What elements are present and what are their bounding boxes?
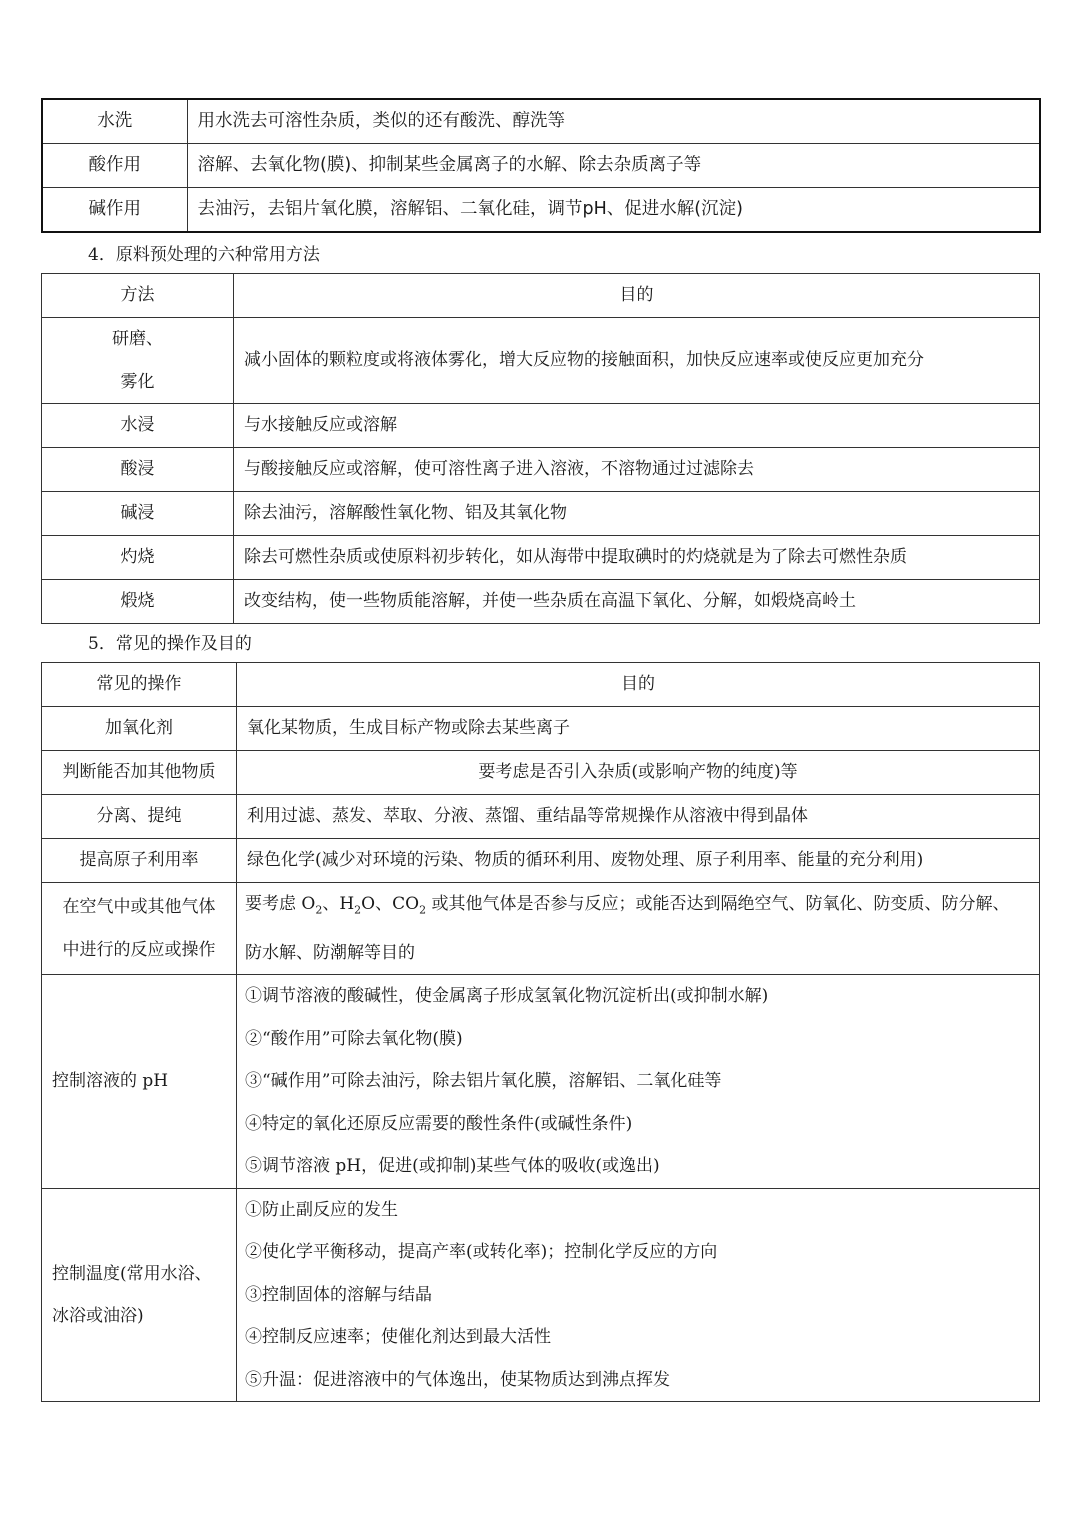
purpose-item: ③“碱作用”可除去油污，除去铝片氧化膜，溶解铝、二氧化硅等	[245, 1071, 722, 1092]
purpose-line: 防水解、防潮解等目的	[245, 942, 415, 963]
text-segment: O、CO	[361, 894, 420, 914]
operation-cell: 提高原子利用率	[42, 839, 237, 883]
table-row	[42, 492, 1040, 536]
description-cell: 溶解、去氧化物(膜)、抑制某些金属离子的水解、除去杂质离子等	[187, 144, 1040, 188]
subscript: 2	[419, 903, 427, 917]
operation-cell: 分离、提纯	[42, 795, 237, 839]
text-segment: 或其他气体是否参与反应；或能否达到隔绝空气、防氧化、防变质、防分解、	[426, 894, 1010, 914]
subscript: 2	[354, 903, 362, 917]
operation-line: 在空气中或其他气体	[62, 897, 216, 918]
operation-line: 中进行的反应或操作	[62, 939, 216, 960]
table-row	[42, 751, 1040, 795]
method-cell: 碱浸	[42, 492, 234, 536]
purpose-cell: 绿色化学(减少对环境的污染、物质的循环利用、废物处理、原子利用率、能量的充分利用)	[237, 839, 1040, 883]
purpose-cell: 与酸接触反应或溶解，使可溶性离子进入溶液，不溶物通过过滤除去	[234, 448, 1040, 492]
purpose-cell: 除去油污，溶解酸性氧化物、铝及其氧化物	[234, 492, 1040, 536]
purpose-item: ③控制固体的溶解与结晶	[245, 1284, 432, 1305]
purpose-item: ②“酸作用”可除去氧化物(膜)	[245, 1028, 463, 1049]
purpose-item: ④特定的氧化还原反应需要的酸性条件(或碱性条件)	[245, 1113, 633, 1134]
operation-cell	[42, 1188, 237, 1402]
purpose-cell: 利用过滤、蒸发、萃取、分液、蒸馏、重结晶等常规操作从溶液中得到晶体	[237, 795, 1040, 839]
table-header-row	[42, 274, 1040, 318]
washing-acid-base-table	[41, 98, 1041, 233]
table-row	[42, 975, 1040, 1189]
purpose-item: ①防止副反应的发生	[245, 1199, 398, 1220]
table-header-row	[42, 663, 1040, 707]
header-purpose: 目的	[234, 274, 1040, 318]
purpose-cell	[237, 1188, 1040, 1402]
purpose-cell: 减小固体的颗粒度或将液体雾化，增大反应物的接触面积，加快反应速率或使反应更加充分	[234, 318, 1040, 404]
operation-line: 冰浴或油浴)	[52, 1306, 144, 1327]
method-cell: 煅烧	[42, 580, 234, 624]
pretreatment-methods-table	[41, 273, 1040, 624]
table-row	[42, 404, 1040, 448]
header-method: 方法	[42, 274, 234, 318]
operations-purpose-table	[41, 662, 1040, 1402]
purpose-cell	[237, 975, 1040, 1189]
description-cell: 去油污，去铝片氧化膜，溶解铝、二氧化硅，调节pH、促进水解(沉淀)	[187, 188, 1040, 233]
table-row	[42, 1188, 1040, 1402]
purpose-line	[237, 883, 1039, 932]
purpose-item: ②使化学平衡移动，提高产率(或转化率)；控制化学反应的方向	[245, 1242, 718, 1263]
header-purpose: 目的	[237, 663, 1040, 707]
operation-cell: 碱作用	[42, 188, 187, 233]
method-cell: 水浸	[42, 404, 234, 448]
table-row	[42, 883, 1040, 975]
purpose-item: ⑤调节溶液 pH，促进(或抑制)某些气体的吸收(或逸出)	[245, 1156, 660, 1177]
purpose-item: ⑤升温：促进溶液中的气体逸出，使某物质达到沸点挥发	[245, 1369, 670, 1390]
method-line: 研磨、	[112, 329, 163, 349]
table-row	[42, 99, 1040, 144]
subscript: 2	[315, 903, 323, 917]
purpose-cell	[237, 883, 1040, 975]
table-row	[42, 795, 1040, 839]
table-row	[42, 707, 1040, 751]
table-row	[42, 580, 1040, 624]
purpose-cell: 氧化某物质，生成目标产物或除去某些离子	[237, 707, 1040, 751]
table-row	[42, 318, 1040, 404]
method-line: 雾化	[120, 371, 155, 392]
operation-cell	[42, 883, 237, 975]
operation-cell: 加氧化剂	[42, 707, 237, 751]
operation-cell: 判断能否加其他物质	[42, 751, 237, 795]
operation-line: 控制温度(常用水浴、	[52, 1263, 212, 1284]
purpose-item: ④控制反应速率；使催化剂达到最大活性	[245, 1327, 551, 1348]
table-row	[42, 188, 1040, 233]
method-cell: 灼烧	[42, 536, 234, 580]
text-segment: 要考虑 O	[245, 894, 316, 914]
table-row	[42, 144, 1040, 188]
method-cell	[42, 318, 234, 404]
purpose-item: ①调节溶液的酸碱性，使金属离子形成氢氧化物沉淀析出(或抑制水解)	[245, 986, 769, 1007]
table-row	[42, 536, 1040, 580]
operation-cell: 水洗	[42, 99, 187, 144]
purpose-cell: 与水接触反应或溶解	[234, 404, 1040, 448]
header-operation: 常见的操作	[42, 663, 237, 707]
description-cell: 用水洗去可溶性杂质，类似的还有酸洗、醇洗等	[187, 99, 1040, 144]
text-segment: 、H	[322, 894, 355, 914]
purpose-cell: 要考虑是否引入杂质(或影响产物的纯度)等	[237, 751, 1040, 795]
table-row	[42, 839, 1040, 883]
purpose-cell: 除去可燃性杂质或使原料初步转化，如从海带中提取碘时的灼烧就是为了除去可燃性杂质	[234, 536, 1040, 580]
operation-cell: 控制溶液的 pH	[42, 975, 237, 1189]
section-5-heading: 5．常见的操作及目的	[88, 634, 252, 654]
section-4-heading: 4．原料预处理的六种常用方法	[88, 245, 320, 265]
method-cell: 酸浸	[42, 448, 234, 492]
purpose-cell: 改变结构，使一些物质能溶解，并使一些杂质在高温下氧化、分解，如煅烧高岭土	[234, 580, 1040, 624]
operation-cell: 酸作用	[42, 144, 187, 188]
table-row	[42, 448, 1040, 492]
